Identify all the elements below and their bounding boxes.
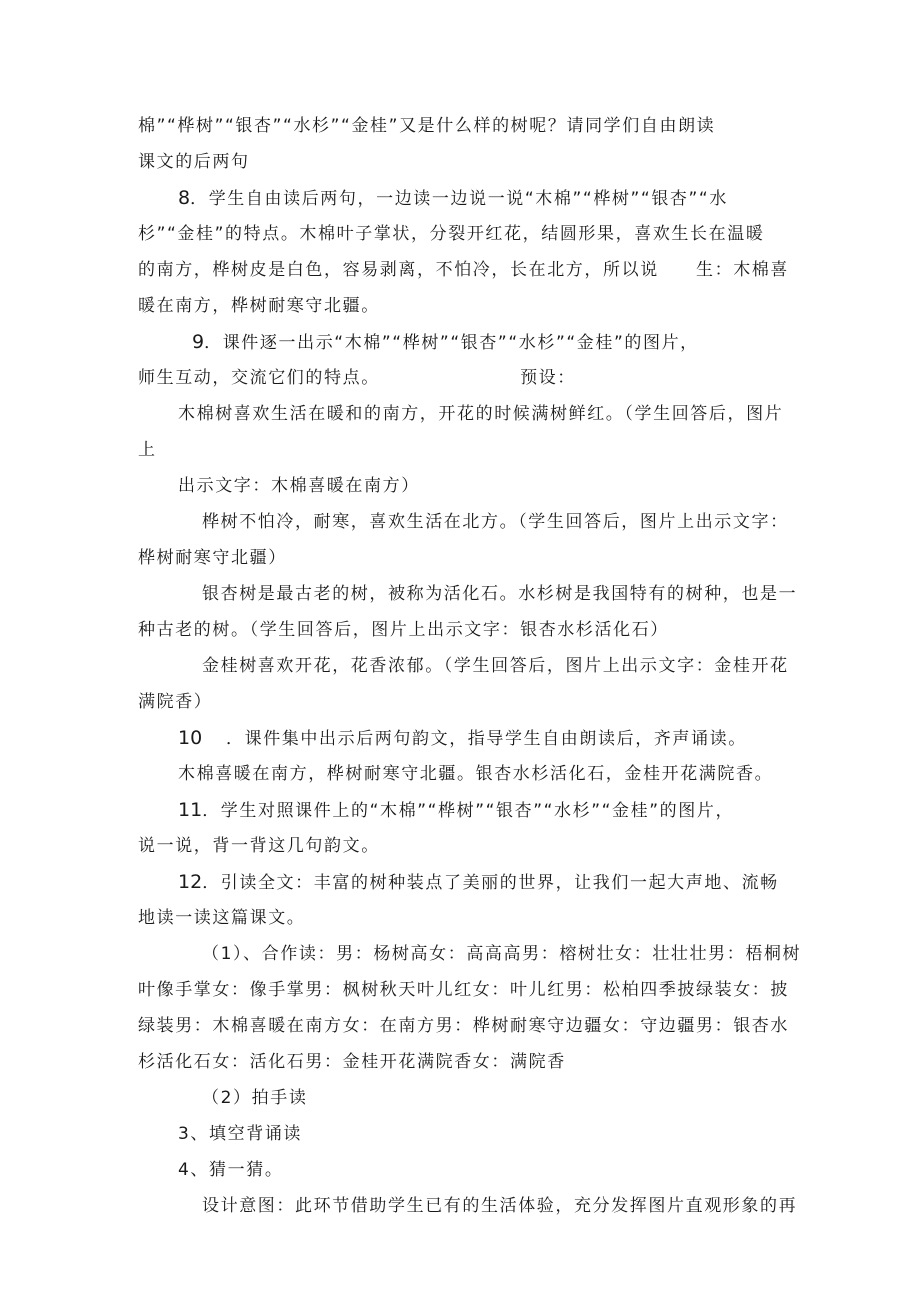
- text-line: 叶像手掌女：像手掌男：枫树秋天叶儿红女：叶儿红男：松柏四季披绿装女：披: [138, 980, 789, 1000]
- text-line: 木棉树喜欢生活在暖和的南方，开花的时候满树鲜红。（学生回答后，图片: [178, 404, 784, 424]
- text-line: 桦树耐寒守北疆）: [138, 548, 287, 568]
- text-line: 设计意图：此环节借助学生已有的生活体验，充分发挥图片直观形象的再: [202, 1196, 798, 1216]
- paragraph-11: [178, 798, 734, 823]
- paragraph-12: [178, 870, 779, 895]
- text-line: 上: [138, 440, 157, 460]
- text-line: 金桂树喜欢开花，花香浓郁。（学生回答后，图片上出示文字：金桂开花: [202, 656, 789, 676]
- text-line: 绿装男：木棉喜暖在南方女：在南方男：桦树耐寒守边疆女：守边疆男：银杏水: [138, 1016, 789, 1036]
- text-line: 种古老的树。（学生回答后，图片上出示文字：银杏水杉活化石）: [138, 620, 669, 640]
- text-line: ．学生自由读后两句，一边读一边说一说“木棉”“桦树”“银杏”“水: [190, 189, 728, 209]
- item-number: 10: [178, 727, 203, 749]
- text-line: 4、猜一猜。: [178, 1160, 284, 1180]
- text-line: 木棉喜暖在南方，桦树耐寒守北疆。银杏水杉活化石，金桂开花满院香。: [178, 764, 774, 784]
- text-line: 棉”“桦树”“银杏”“水杉”“金桂”又是什么样的树呢？请同学们自由朗读: [138, 116, 716, 136]
- text-line: ．学生对照课件上的“木棉”“桦树”“银杏”“水杉”“金桂”的图片，: [202, 801, 735, 821]
- text-line: （2）拍手读: [202, 1088, 308, 1108]
- text-line: 银杏树是最古老的树，被称为活化石。水杉树是我国特有的树种，也是一: [202, 584, 798, 604]
- text-line: ．课件集中出示后两句韵文，指导学生自由朗读后，齐声诵读。: [226, 729, 747, 749]
- text-line: 课文的后两句: [138, 152, 250, 172]
- item-number: 11: [178, 799, 203, 821]
- text-line: 说一说，背一背这几句韵文。: [138, 836, 380, 856]
- text-line: 杉”“金桂”的特点。木棉叶子掌状，分裂开红花，结圆形果，喜欢生长在温暖: [138, 224, 765, 244]
- text-line: 地读一读这篇课文。: [138, 908, 306, 928]
- text-line: 桦树不怕冷，耐寒，喜欢生活在北方。（学生回答后，图片上出示文字：: [202, 512, 789, 532]
- text-line: 暖在南方，桦树耐寒守北疆。: [138, 296, 380, 316]
- text-line: 师生互动，交流它们的特点。 预设：: [138, 368, 576, 388]
- text-line: ．课件逐一出示“木棉”“桦树”“银杏”“水杉”“金桂”的图片，: [204, 333, 699, 353]
- text-line: ．引读全文：丰富的树种装点了美丽的世界，让我们一起大声地、流畅: [202, 873, 779, 893]
- text-line: （1）、合作读：男：杨树高女：高高高男：榕树壮女：壮壮壮男：梧桐树: [202, 944, 802, 964]
- paragraph-9: [192, 330, 699, 355]
- item-number: 12: [178, 871, 203, 893]
- item-number: 8: [178, 187, 191, 209]
- text-line: 3、填空背诵读: [178, 1124, 303, 1144]
- paragraph-10: [178, 726, 747, 751]
- text-line: 杉活化石女：活化石男：金桂开花满院香女：满院香: [138, 1052, 566, 1072]
- item-number: 9: [192, 331, 205, 353]
- text-line: 出示文字：木棉喜暖在南方）: [178, 476, 420, 496]
- text-line: 满院香）: [138, 692, 213, 712]
- paragraph-8: [178, 186, 728, 211]
- text-line: 的南方，桦树皮是白色，容易剥离，不怕冷，长在北方，所以说 生：木棉喜: [138, 260, 789, 280]
